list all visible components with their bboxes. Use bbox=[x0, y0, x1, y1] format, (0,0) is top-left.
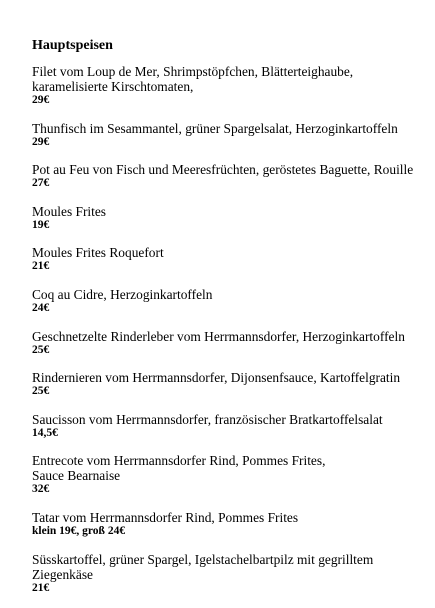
menu-item-name: Geschnetzelte Rinderleber vom Herrmannsdorfer, Herzoginkartoffeln bbox=[32, 328, 405, 344]
menu-item-price: 24€ bbox=[32, 301, 50, 314]
menu-item-price: 14,5€ bbox=[32, 426, 58, 439]
menu-item-price: 29€ bbox=[32, 94, 50, 106]
menu-item bbox=[32, 162, 422, 190]
menu-item-price: 32€ bbox=[32, 483, 50, 496]
menu-item-price: klein 19€, groß 24€ bbox=[32, 524, 126, 537]
menu-item-name: Pot au Feu von Fisch und Meeresfrüchten, geröstetes Baguette, Rouille bbox=[32, 162, 414, 178]
menu-item bbox=[32, 453, 422, 496]
menu-item-price: 19€ bbox=[32, 218, 50, 231]
menu-item-name: Tatar vom Herrmannsdorfer Rind, Pommes Frites bbox=[32, 509, 299, 525]
menu-item bbox=[32, 370, 422, 398]
menu-item-price: 27€ bbox=[32, 177, 50, 190]
menu-item-price: 29€ bbox=[32, 135, 50, 148]
menu-item bbox=[32, 204, 422, 232]
menu-item-name: Saucisson vom Herrmannsdorfer, französischer Bratkartoffelsalat bbox=[32, 411, 383, 427]
menu-item-price: 25€ bbox=[32, 385, 50, 398]
menu-heading: Hauptspeisen bbox=[32, 38, 113, 53]
menu-item bbox=[32, 287, 422, 315]
menu-item-name: Filet vom Loup de Mer, Shrimpstöpfchen, Blätterteighaube, karamelisierte Kirschtomaten, bbox=[32, 64, 354, 94]
menu-item-name: Süsskartoffel, grüner Spargel, Igelstachelbartpilz mit gegrilltem Ziegenkäse bbox=[32, 551, 374, 582]
menu-item-price: 21€ bbox=[32, 581, 50, 594]
menu-item-name: Moules Frites bbox=[32, 203, 107, 219]
menu-item bbox=[32, 552, 422, 595]
menu-item bbox=[32, 64, 422, 107]
menu-item-name: Coq au Cidre, Herzoginkartoffeln bbox=[32, 286, 213, 302]
menu-item-name: Entrecote vom Herrmannsdorfer Rind, Pommes Frites, Sauce Bearnaise bbox=[32, 453, 326, 484]
menu-item-price: 21€ bbox=[32, 260, 50, 273]
menu-item bbox=[32, 510, 422, 538]
menu-item bbox=[32, 412, 422, 440]
menu-item bbox=[32, 329, 422, 357]
menu-item-name: Rindernieren vom Herrmannsdorfer, Dijonsenfsauce, Kartoffelgratin bbox=[32, 370, 401, 386]
menu-item-price: 25€ bbox=[32, 343, 50, 356]
menu-item-name: Thunfisch im Sesammantel, grüner Spargelsalat, Herzoginkartoffeln bbox=[32, 120, 398, 136]
menu-item bbox=[32, 121, 422, 149]
menu-page bbox=[32, 37, 422, 608]
menu-item-name: Moules Frites Roquefort bbox=[32, 245, 164, 261]
menu-item bbox=[32, 245, 422, 273]
